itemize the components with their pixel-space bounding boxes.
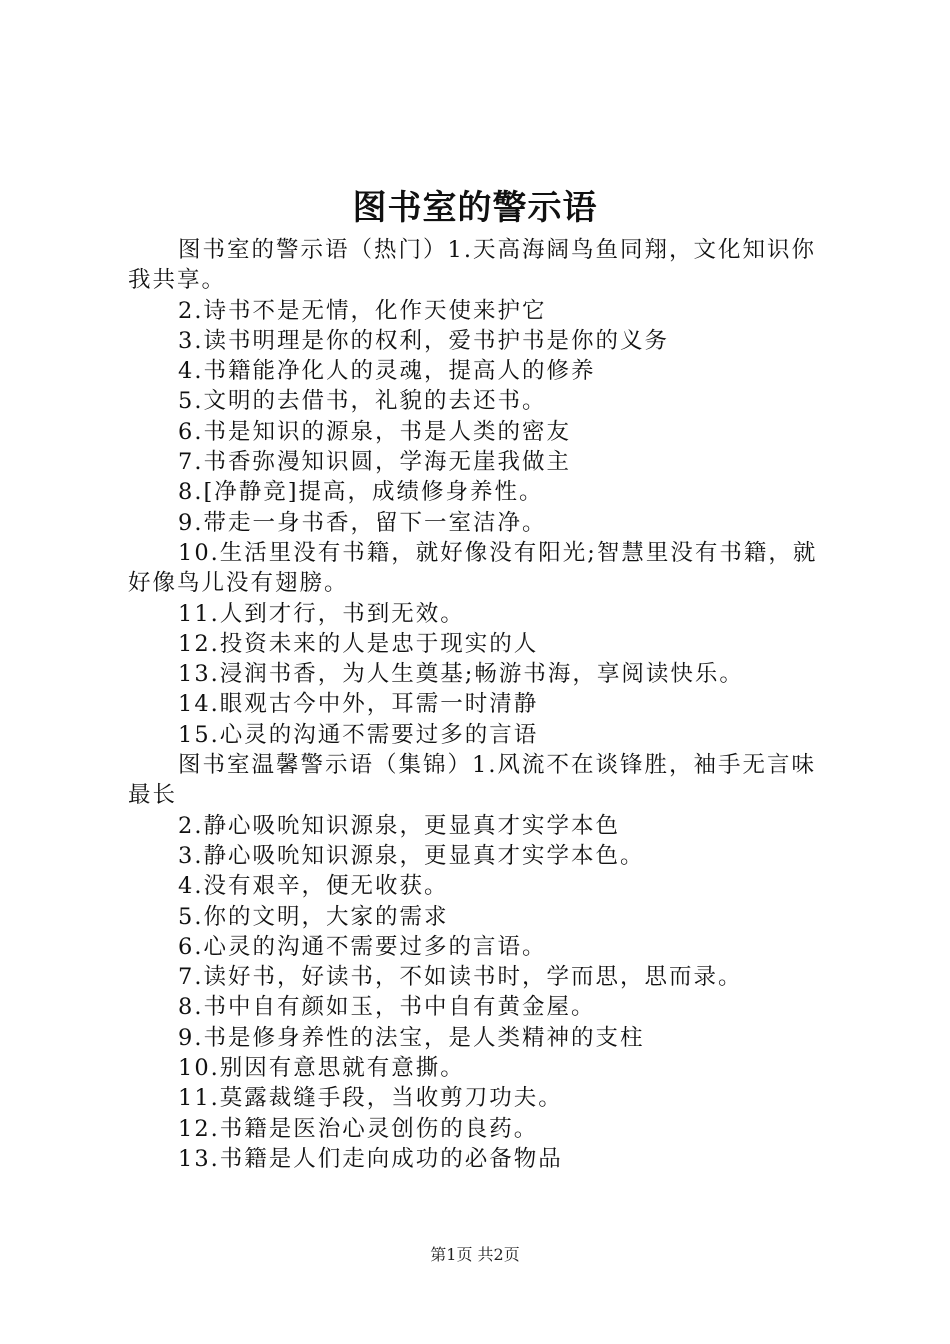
paragraph: 14.眼观古今中外，耳需一时清静 [178, 691, 539, 718]
document-body [128, 235, 832, 1174]
paragraph: 7.读好书，好读书，不如读书时，学而思，思而录。 [178, 964, 743, 991]
paragraph: 8.书中自有颜如玉，书中自有黄金屋。 [178, 994, 596, 1021]
paragraph: 10.别因有意思就有意撕。 [178, 1055, 465, 1082]
paragraph: 13.书籍是人们走向成功的必备物品 [178, 1145, 563, 1172]
paragraph: 8.[净静竞]提高，成绩修身养性。 [178, 479, 544, 506]
paragraph: 10.生活里没有书籍，就好像没有阳光;智慧里没有书籍，就好像鸟儿没有翅膀。 [128, 539, 818, 597]
paragraph: 图书室温馨警示语（集锦）1.风流不在谈锋胜，袖手无言味最长 [128, 752, 816, 809]
paragraph: 3.静心吸吮知识源泉，更显真才实学本色。 [178, 842, 645, 869]
document-title: 图书室的警示语 [352, 188, 598, 228]
paragraph: 4.书籍能净化人的灵魂，提高人的修养 [178, 358, 596, 385]
paragraph: 5.文明的去借书，礼貌的去还书。 [178, 388, 547, 415]
paragraph: 6.书是知识的源泉，书是人类的密友 [178, 418, 571, 445]
paragraph: 13.浸润书香，为人生奠基;畅游书海，享阅读快乐。 [178, 661, 744, 688]
paragraph: 3.读书明理是你的权利，爱书护书是你的义务 [178, 327, 669, 354]
paragraph: 4.没有艰辛，便无收获。 [178, 873, 449, 900]
paragraph: 7.书香弥漫知识圆，学海无崖我做主 [178, 449, 571, 476]
paragraph: 6.心灵的沟通不需要过多的言语。 [178, 933, 547, 960]
paragraph: 5.你的文明，大家的需求 [178, 903, 449, 930]
paragraph: 12.投资未来的人是忠于现实的人 [178, 630, 539, 657]
paragraph: 9.带走一身书香，留下一室洁净。 [178, 509, 547, 536]
paragraph: 2.静心吸吮知识源泉，更显真才实学本色 [178, 812, 620, 839]
paragraph: 15.心灵的沟通不需要过多的言语 [178, 721, 539, 748]
paragraph: 图书室的警示语（热门）1.天高海阔鸟鱼同翔，文化知识你我共享。 [128, 237, 816, 294]
page-footer: 第1页 共2页 [430, 1245, 520, 1264]
paragraph: 2.诗书不是无情，化作天使来护它 [178, 297, 547, 324]
paragraph: 11.莫露裁缝手段，当收剪刀功夫。 [178, 1085, 563, 1112]
paragraph: 9.书是修身养性的法宝，是人类精神的支柱 [178, 1024, 645, 1051]
paragraph: 11.人到才行，书到无效。 [178, 600, 465, 627]
paragraph: 12.书籍是医治心灵创伤的良药。 [178, 1115, 539, 1142]
